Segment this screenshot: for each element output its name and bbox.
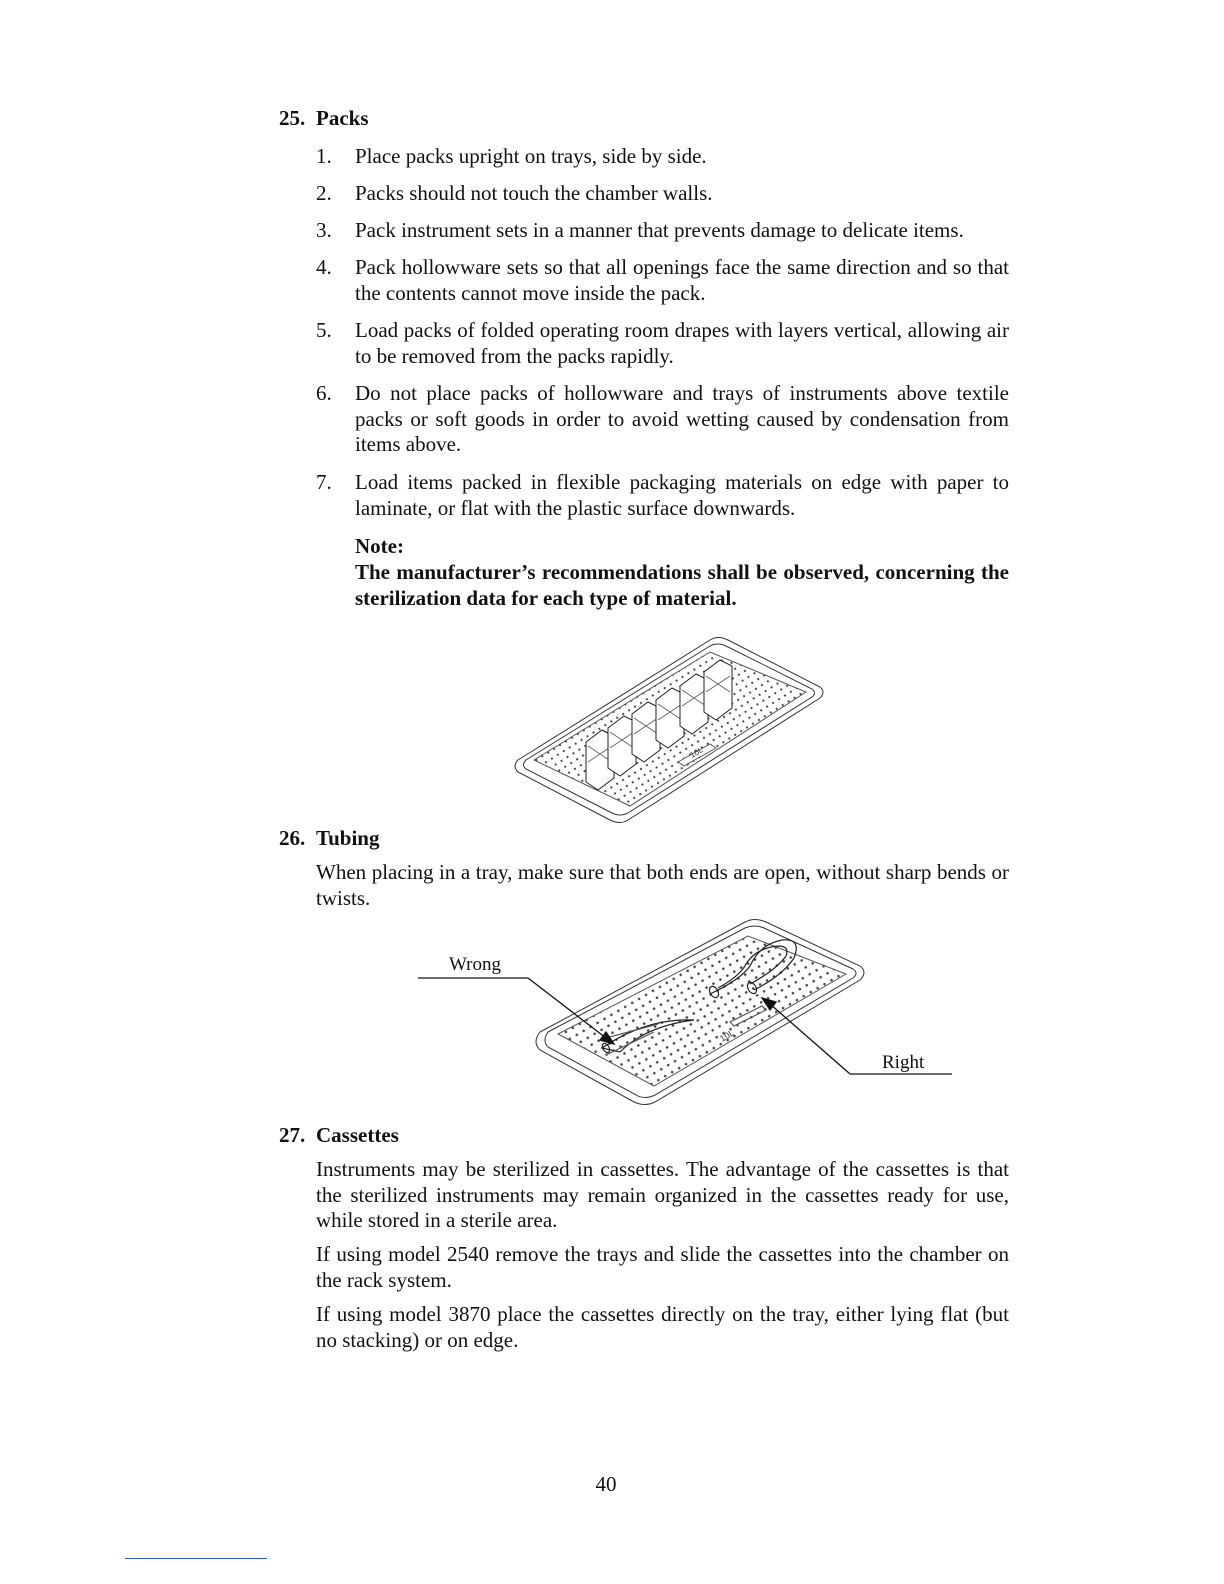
list-item-text: Load items packed in flexible packaging materials on edge with paper to laminate, or flat with the plastic surface downwards. — [355, 470, 1009, 520]
packs-tray-figure — [510, 632, 828, 828]
section-26-heading — [279, 826, 379, 850]
list-item-number: 3. — [316, 218, 332, 242]
section-25-number: 25. — [279, 106, 306, 130]
list-item-text: Place packs upright on trays, side by side. — [355, 144, 707, 168]
cassettes-paragraph: If using model 2540 remove the trays and slide the cassettes into the chamber on the rack system. — [316, 1242, 1009, 1292]
section-27-title: Cassettes — [316, 1123, 399, 1147]
list-item — [316, 255, 1009, 306]
note-label: Note: — [355, 534, 404, 558]
list-item — [316, 470, 1009, 521]
tray-icon — [536, 920, 864, 1105]
list-item-text: Pack hollowware sets so that all openings face the same direction and so that the contents cannot move inside the pack. — [355, 255, 1009, 305]
cassettes-paragraph: If using model 3870 place the cassettes directly on the tray, either lying flat (but no stacking) or on edge. — [316, 1302, 1009, 1352]
section-25-heading — [279, 106, 369, 130]
tray-size-label: 10L — [718, 1027, 737, 1044]
list-item — [316, 318, 1009, 369]
list-item-number: 7. — [316, 470, 332, 494]
cassettes-paragraph: Instruments may be sterilized in cassettes. The advantage of the cassettes is that the sterilized instruments may remain organized in the cassettes ready for use, while stored in a sterile area. — [316, 1157, 1009, 1232]
wrong-label: Wrong — [449, 954, 501, 975]
footer-rule — [125, 1558, 267, 1559]
list-item-text: Do not place packs of hollowware and trays of instruments above textile packs or soft goods in order to avoid wetting caused by condensation from items above. — [355, 381, 1009, 456]
section-27-heading — [279, 1123, 399, 1147]
list-item-text: Load packs of folded operating room drapes with layers vertical, allowing air to be removed from the packs rapidly. — [355, 318, 1009, 368]
section-27-number: 27. — [279, 1123, 306, 1147]
list-item-number: 5. — [316, 318, 332, 342]
section-25-title: Packs — [316, 106, 369, 130]
tray-size-label: 10L — [688, 745, 705, 760]
page-number: 40 — [595, 1472, 617, 1496]
list-item — [316, 144, 1009, 170]
tubing-tray-figure — [410, 914, 970, 1114]
list-item — [316, 218, 1009, 244]
list-item — [316, 181, 1009, 207]
list-item-number: 2. — [316, 181, 332, 205]
list-item-text: Pack instrument sets in a manner that prevents damage to delicate items. — [355, 218, 964, 242]
section-26-title: Tubing — [316, 826, 380, 850]
list-item — [316, 381, 1009, 458]
list-item-text: Packs should not touch the chamber walls. — [355, 181, 713, 205]
list-item-number: 6. — [316, 381, 332, 405]
list-item-number: 1. — [316, 144, 332, 168]
list-item-number: 4. — [316, 255, 332, 279]
right-label: Right — [882, 1052, 925, 1073]
tubing-paragraph: When placing in a tray, make sure that both ends are open, without sharp bends or twists. — [316, 860, 1009, 910]
section-26-number: 26. — [279, 826, 306, 850]
note-text: The manufacturer’s recommendations shall be observed, concerning the sterilization data for each type of material. — [355, 560, 1009, 610]
